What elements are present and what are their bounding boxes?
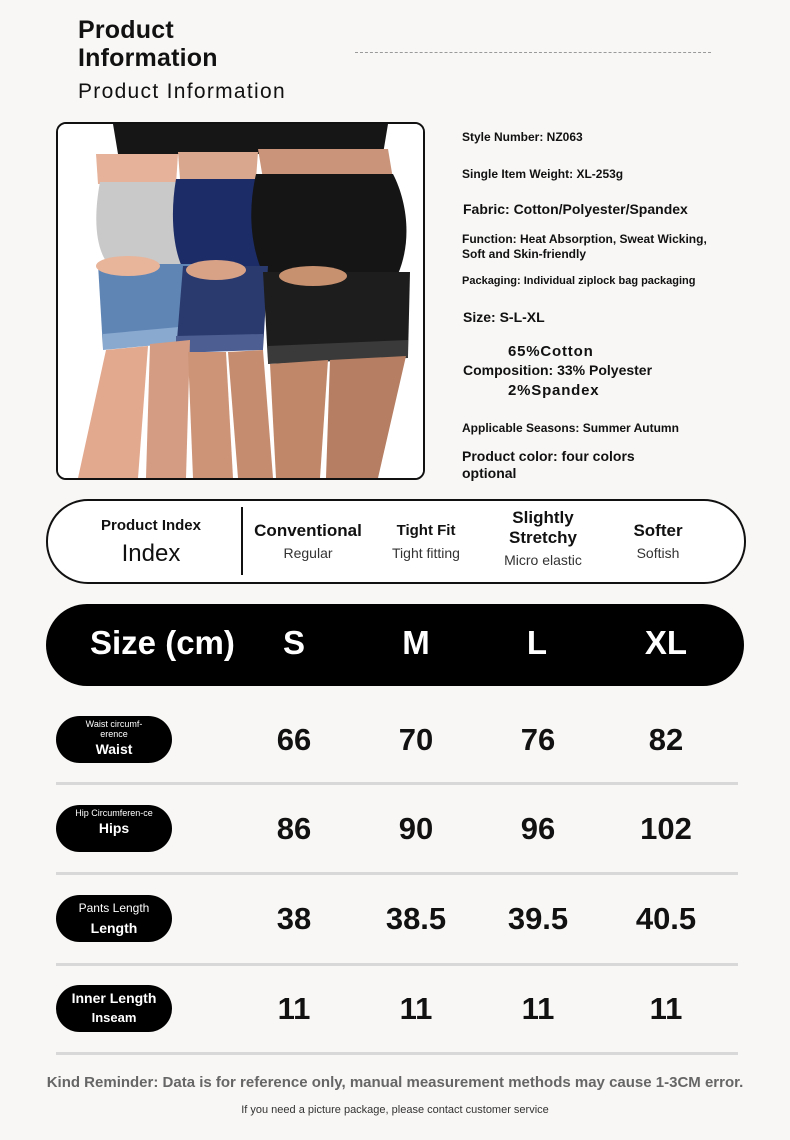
index-item-softer: Softer Softish: [633, 521, 683, 561]
spec-packaging: Packaging: Individual ziplock bag packaging: [462, 275, 696, 287]
spec-seasons: Applicable Seasons: Summer Autumn: [462, 421, 679, 435]
row-label-hips: Hip Circumferen-ce Hips: [56, 805, 172, 852]
index-item-conventional: Conventional Regular: [254, 521, 362, 561]
spec-weight: Single Item Weight: XL-253g: [462, 167, 624, 181]
spec-composition: Composition: 33% Polyester: [463, 362, 653, 378]
row-label-length: Pants Length Length: [56, 895, 172, 942]
product-photo: [56, 122, 425, 480]
index-item-slightly-stretchy: Slightly Stretchy Micro elastic: [504, 508, 582, 568]
table-cell: 76: [520, 722, 556, 757]
index-divider: [241, 507, 243, 575]
header-dashed-divider: [355, 52, 711, 53]
table-cell: 102: [640, 811, 692, 846]
row-divider: [56, 782, 738, 785]
index-label-sub: Index: [121, 540, 181, 567]
index-item-tight-fit: Tight Fit Tight fitting: [392, 522, 460, 561]
spec-color: Product color: four colors optional: [462, 448, 635, 481]
table-cell: 11: [277, 991, 311, 1026]
table-cell: 11: [399, 991, 433, 1026]
spec-size: Size: S-L-XL: [463, 309, 545, 325]
table-cell: 40.5: [635, 901, 697, 936]
spec-composition-cotton: 65%Cotton: [508, 343, 594, 360]
index-label-cell: [78, 517, 224, 568]
table-cell: 66: [276, 722, 312, 757]
row-label-waist: Waist circumf-erence Waist: [56, 716, 172, 763]
table-cell: 96: [520, 811, 556, 846]
row-divider: [56, 872, 738, 875]
table-cell: 82: [648, 722, 684, 757]
size-header-label: Size (cm): [90, 624, 235, 661]
table-cell: 70: [398, 722, 434, 757]
kind-reminder: Kind Reminder: Data is for reference only, manual measurement methods may cause 1-3CM error.: [46, 1074, 744, 1091]
page-subtitle: Product Information: [78, 80, 286, 103]
spec-function: Function: Heat Absorption, Sweat Wicking, Soft and Skin-friendly: [462, 232, 707, 261]
table-cell: 38: [276, 901, 312, 936]
spec-style-number: Style Number: NZ063: [462, 130, 583, 144]
spec-fabric: Fabric: Cotton/Polyester/Spandex: [463, 201, 688, 217]
size-col-m: M: [402, 624, 430, 661]
row-divider: [56, 963, 738, 966]
size-col-s: S: [282, 624, 305, 661]
contact-note: If you need a picture package, please contact customer service: [241, 1104, 549, 1116]
table-cell: 38.5: [385, 901, 447, 936]
index-label: Product Index: [100, 517, 201, 534]
size-col-xl: XL: [644, 624, 688, 661]
table-cell: 86: [276, 811, 312, 846]
table-cell: 90: [398, 811, 434, 846]
row-divider: [56, 1052, 738, 1055]
maternity-shorts-illustration: [58, 124, 423, 478]
table-cell: 39.5: [507, 901, 569, 936]
table-cell: 11: [649, 991, 683, 1026]
page-title: Product Information: [78, 16, 218, 72]
table-cell: 11: [521, 991, 555, 1026]
row-label-inseam: Inner Length Inseam: [56, 985, 172, 1032]
size-col-l: L: [526, 624, 548, 661]
spec-composition-spandex: 2%Spandex: [508, 382, 600, 399]
